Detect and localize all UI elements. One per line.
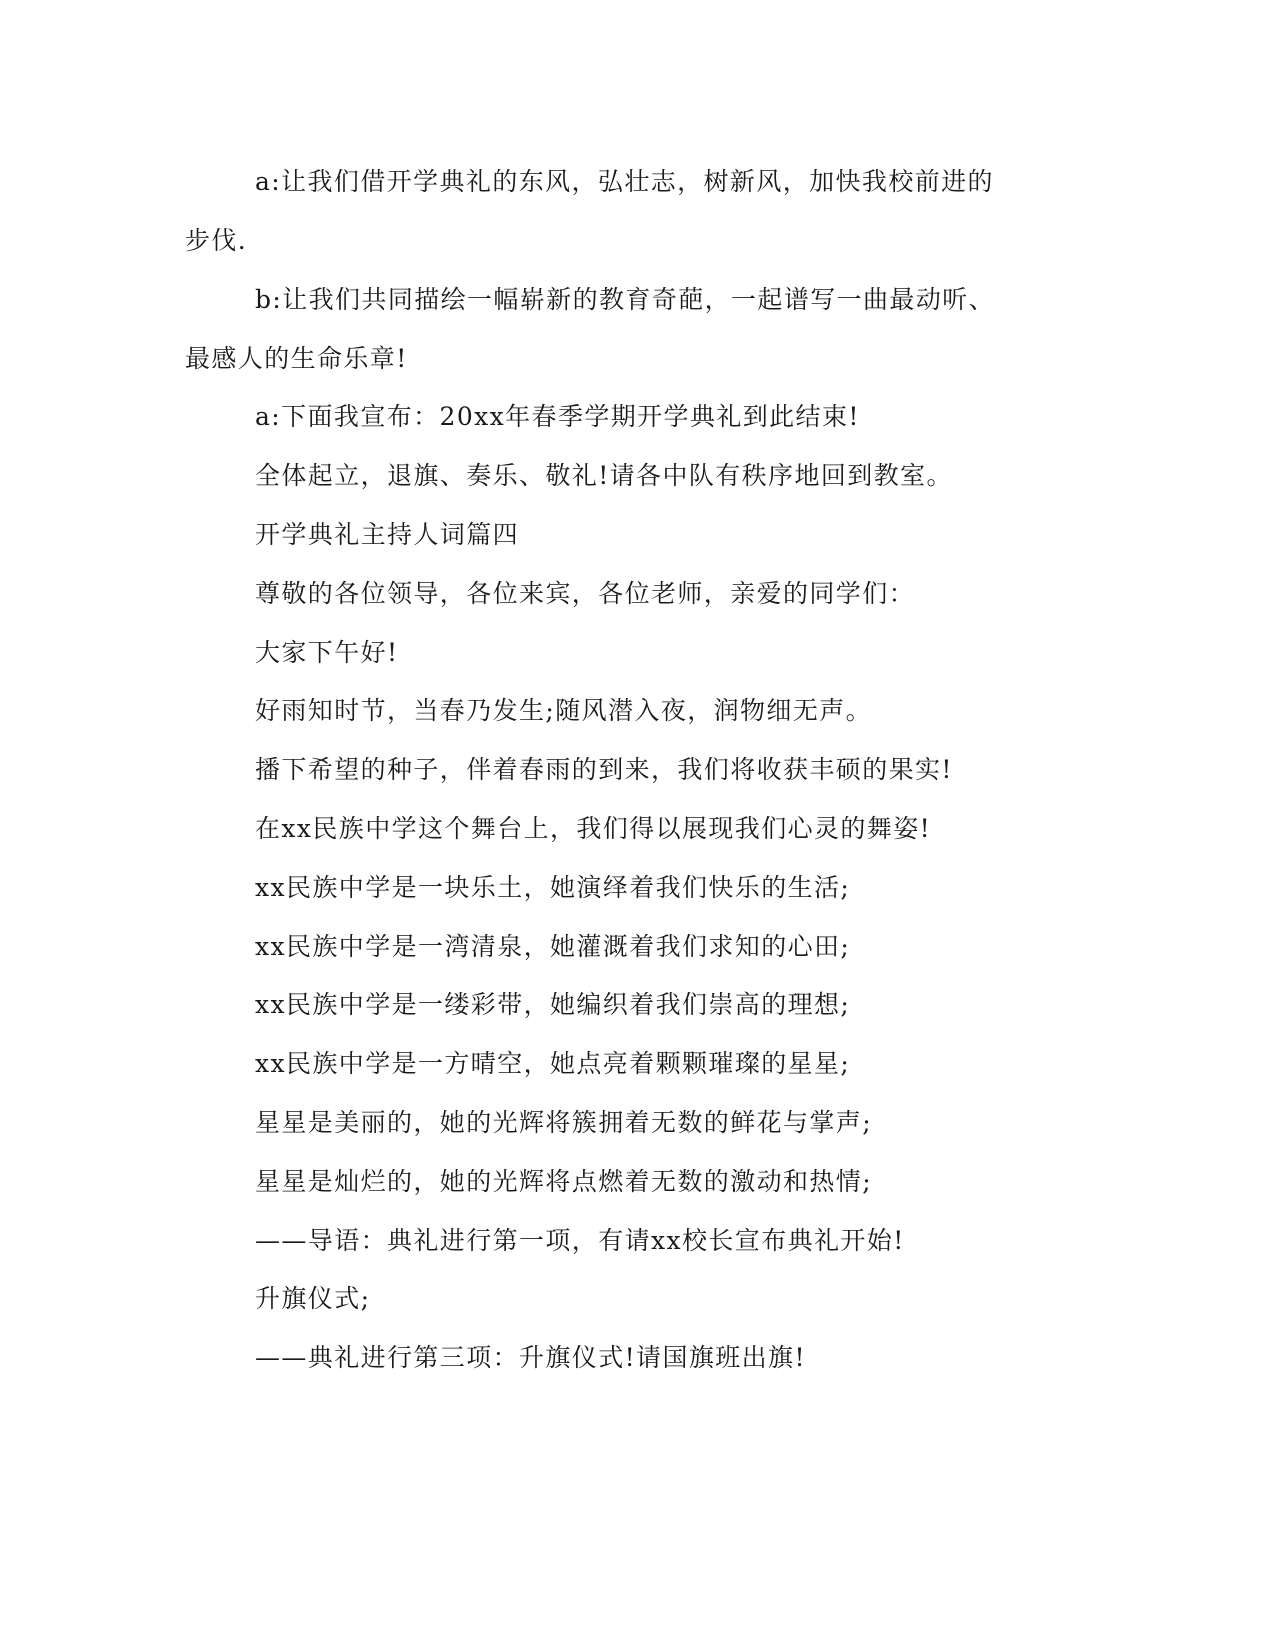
stage-line: 在xx民族中学这个舞台上，我们得以展现我们心灵的舞姿! — [255, 814, 932, 843]
section-heading: 开学典礼主持人词篇四 — [255, 520, 520, 549]
star-line-1: 星星是美丽的，她的光辉将簇拥着无数的鲜花与掌声; — [255, 1108, 873, 1137]
school-line-4: xx民族中学是一方晴空，她点亮着颗颗璀璨的星星; — [255, 1049, 851, 1078]
poem-line: 好雨知时节，当春乃发生;随风潜入夜，润物细无声。 — [255, 696, 873, 725]
closing-line-b-1: b:让我们共同描绘一幅崭新的教育奇葩，一起谱写一曲最动听、 — [255, 285, 996, 314]
greeting-line: 尊敬的各位领导，各位来宾，各位老师，亲爱的同学们： — [255, 579, 916, 608]
closing-line-a-2: 步伐. — [185, 226, 248, 255]
closing-line-b-2: 最感人的生命乐章! — [185, 344, 408, 373]
good-afternoon-line: 大家下午好! — [255, 638, 399, 667]
announcement-line: a:下面我宣布：20xx年春季学期开学典礼到此结束! — [255, 402, 860, 431]
opening-item-line: ——导语：典礼进行第一项，有请xx校长宣布典礼开始! — [255, 1226, 905, 1255]
school-line-3: xx民族中学是一缕彩带，她编织着我们崇高的理想; — [255, 990, 851, 1019]
ceremony-instruction-line: 全体起立，退旗、奏乐、敬礼!请各中队有秩序地回到教室。 — [255, 461, 953, 490]
star-line-2: 星星是灿烂的，她的光辉将点燃着无数的激动和热情; — [255, 1167, 873, 1196]
third-item-line: ——典礼进行第三项：升旗仪式!请国旗班出旗! — [255, 1343, 806, 1372]
flag-ceremony-label: 升旗仪式; — [255, 1284, 371, 1313]
hope-line: 播下希望的种子，伴着春雨的到来，我们将收获丰硕的果实! — [255, 755, 953, 784]
closing-line-a-1: a:让我们借开学典礼的东风，弘壮志，树新风，加快我校前进的 — [255, 167, 994, 196]
school-line-1: xx民族中学是一块乐土，她演绎着我们快乐的生活; — [255, 873, 851, 902]
school-line-2: xx民族中学是一湾清泉，她灌溉着我们求知的心田; — [255, 932, 851, 961]
